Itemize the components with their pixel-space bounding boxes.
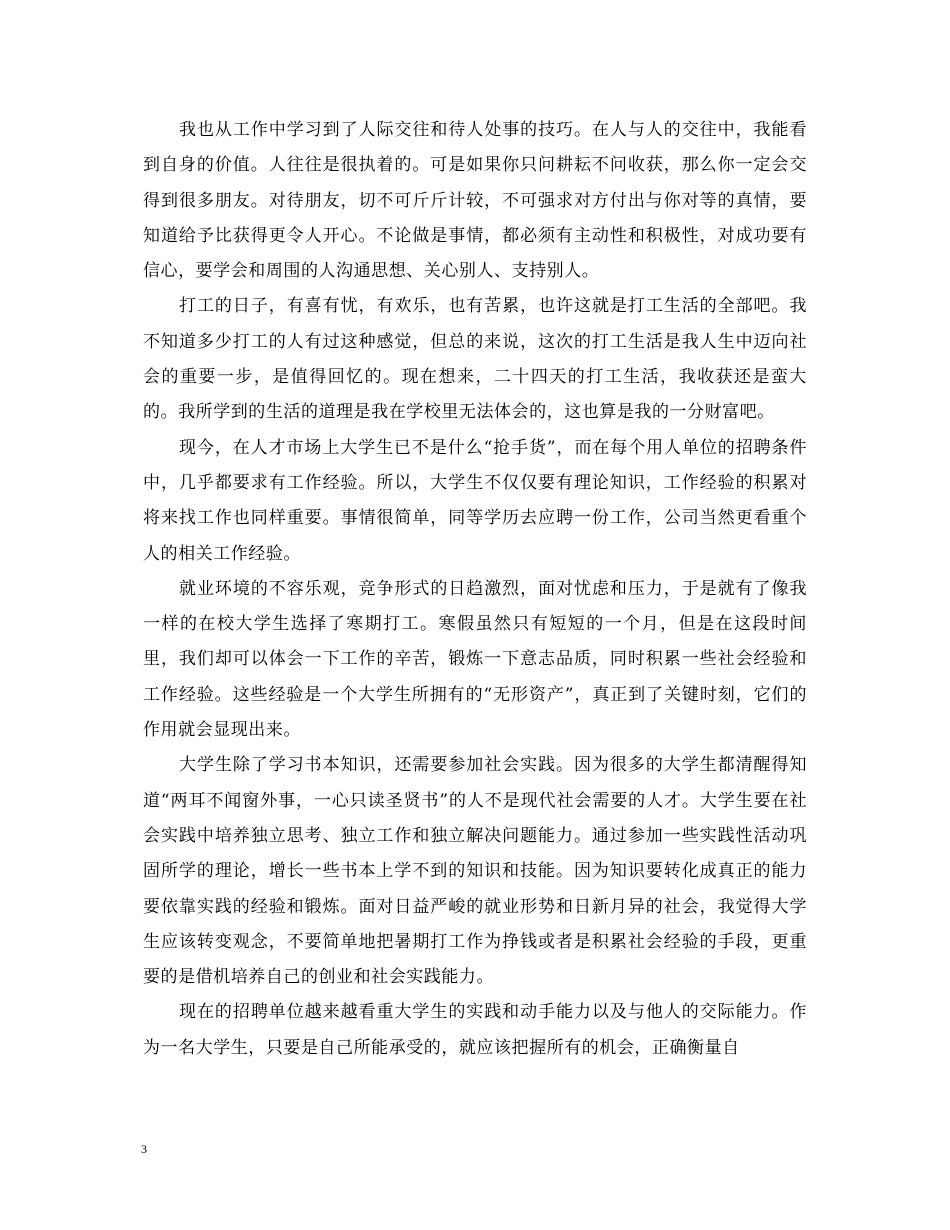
- page-number: 3: [141, 1142, 147, 1156]
- paragraph-1: 我也从工作中学习到了人际交往和待人处事的技巧。在人与人的交往中，我能看到自身的价值。人往往是很执着的。可是如果你只问耕耘不问收获，那么你一定会交得到很多朋友。对待朋友，切不可斤斤计较，不可强求对方付出与你对等的真情，要知道给予比获得更令人开心。不论做是事情，都必须有主动性和积极性，对成功要有信心，要学会和周围的人沟通思想、关心别人、支持别人。: [143, 120, 807, 282]
- body-text: [143, 113, 807, 1066]
- paragraph-6: 现在的招聘单位越来越看重大学生的实践和动手能力以及与他人的交际能力。作为一名大学生，只要是自己所能承受的，就应该把握所有的机会，正确衡量自: [143, 1002, 807, 1058]
- paragraph-3: 现今，在人才市场上大学生已不是什么“抢手货”，而在每个用人单位的招聘条件中，几乎都要求有工作经验。所以，大学生不仅仅要有理论知识，工作经验的积累对将来找工作也同样重要。事情很简单，同等学历去应聘一份工作，公司当然更看重个人的相关工作经验。: [143, 437, 807, 564]
- paragraph-4: 就业环境的不容乐观，竞争形式的日趋激烈，面对忧虑和压力，于是就有了像我一样的在校大学生选择了寒期打工。寒假虽然只有短短的一个月，但是在这段时间里，我们却可以体会一下工作的辛苦，锻炼一下意志品质，同时积累一些社会经验和工作经验。这些经验是一个大学生所拥有的“无形资产”，真正到了关键时刻，它们的作用就会显现出来。: [143, 578, 807, 741]
- paragraph-2: 打工的日子，有喜有忧，有欢乐，也有苦累，也许这就是打工生活的全部吧。我不知道多少打工的人有过这种感觉，但总的来说，这次的打工生活是我人生中迈向社会的重要一步，是值得回忆的。现在想来，二十四天的打工生活，我收获还是蛮大的。我所学到的生活的道理是我在学校里无法体会的，这也算是我的一分财富吧。: [143, 296, 807, 423]
- paragraph-5: 大学生除了学习书本知识，还需要参加社会实践。因为很多的大学生都清醒得知道“两耳不闻窗外事，一心只读圣贤书”的人不是现代社会需要的人才。大学生要在社会实践中培养独立思考、独立工作和独立解决问题能力。通过参加一些实践性活动巩固所学的理论，增长一些书本上学不到的知识和技能。因为知识要转化成真正的能力要依靠实践的经验和锻炼。面对日益严峻的就业形势和日新月异的社会，我觉得大学生应该转变观念，不要简单地把暑期打工作为挣钱或者是积累社会经验的手段，更重要的是借机培养自己的创业和社会实践能力。: [143, 755, 807, 988]
